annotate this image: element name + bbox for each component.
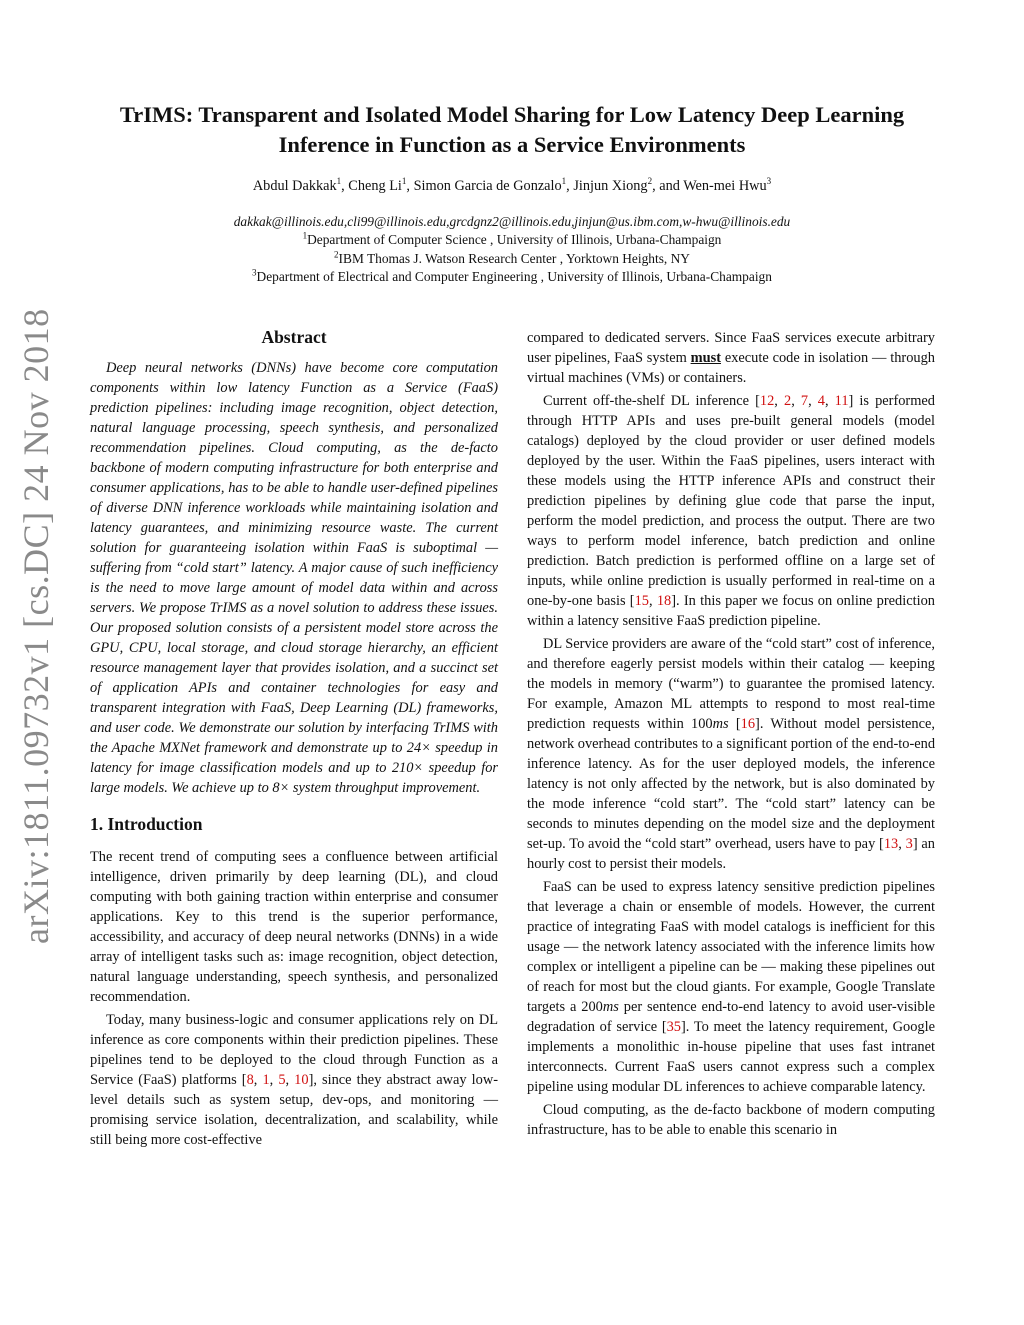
unit-ms: ms: [712, 716, 729, 732]
affiliation: [60, 250, 964, 269]
citation-link[interactable]: 35: [666, 1019, 681, 1035]
citation-link[interactable]: 2: [783, 393, 792, 409]
text-run: Current off-the-shelf DL inference [: [543, 393, 760, 409]
author: Wen-mei Hwu: [683, 178, 767, 194]
author-affiliation-mark: 1: [336, 176, 342, 187]
citation-link[interactable]: 8: [246, 1072, 254, 1088]
author-emails: dakkak@illinois.edu,cli99@illinois.edu,grcdgnz2@illinois.edu,jinjun@us.ibm.com,w-hwu@illinois.edu: [233, 214, 791, 229]
right-paragraph-4: [527, 877, 935, 1097]
text-run: DL Service providers are aware of the “cold start” cost of inference, and therefore eagerly persist models within their catalog — keeping the models in memory (“warm”) to guarantee the promised latency. For example, Amazon ML attempts to respond to most real-time prediction requests within 100: [527, 636, 935, 732]
text-run: execute code in isolation — through virtual machines (VMs) or containers.: [527, 350, 935, 386]
intro-paragraph-2: Today, many business-logic and consumer applications rely on DL inference as core components within their prediction pipelines. These pipelines tend to be deployed to the cloud through Function as a Service (FaaS) platforms [8, 1, 5, 10], since they abstract away low-level details such as system setup, dev-ops, and monitoring — promising service isolation, decentralization, and scalability, while still being more cost-effective: [90, 1012, 499, 1148]
author-affiliation-mark: 1: [561, 176, 567, 187]
text-run: ]. Without model persistence, network overhead contributes to a significant portion of the end-to-end inference latency. As for the user deployed models, the inference latency is not only affected by the network, but is also dominated by the mode inference “cold start”. The “cold start” latency can be seconds to minutes depending on the model size and the deployment set-up. To avoid the “cold start” overhead, users have to pay [: [527, 716, 936, 852]
text-run: ]. In this paper we focus on online prediction within a latency sensitive FaaS prediction pipeline.: [527, 593, 936, 629]
citation-link[interactable]: 13: [883, 836, 899, 852]
citation-link[interactable]: 12: [759, 393, 775, 409]
citation-link[interactable]: 18: [656, 593, 672, 609]
right-paragraph-1: [527, 328, 935, 388]
author: Simon Garcia de Gonzalo: [413, 178, 562, 194]
title-line-2: Inference in Function as a Service Environments: [278, 132, 746, 157]
text-run: ] is performed through HTTP APIs and uses pre-built general models (model catalogs) deployed by the cloud provider or user defined models deployed by the user. Within the FaaS pipelines, users interact with these models using the HTTP inference APIs and construct their prediction pipelines by defining glue code that parse the input, perform the model prediction, and process the output. There are two ways to perform model inference, batch prediction and online prediction. Batch prediction is performed offline on a large set of inputs, while online prediction is usually performed in real-time on a one-by-one basis [: [527, 393, 935, 609]
affiliation-number: 1: [302, 230, 308, 241]
text-run: ], since they abstract away low-level details such as system setup, dev-ops, and monitoring — promising service isolation, decentralization, and scalability, while still being more cost-effective: [90, 1072, 499, 1148]
citation-link[interactable]: 7: [800, 393, 809, 409]
author-separator: ,: [406, 178, 414, 194]
text-run: ]. To meet the latency requirement, Google implements a monolithic in-house pipeline that uses fast intranet interconnects. Current FaaS users cannot express such a complex pipeline using modular DL inferences to achieve comparable latency.: [527, 1019, 935, 1095]
citation-link[interactable]: 5: [278, 1072, 286, 1088]
affiliation-text: IBM Thomas J. Watson Research Center , Yorktown Heights, NY: [338, 250, 690, 266]
author-separator: ,: [566, 178, 574, 194]
right-column: [527, 328, 935, 1140]
right-paragraph-2: Current off-the-shelf DL inference [12, 2, 7, 4, 11] is performed through HTTP APIs and uses pre-built general models (model catalogs) deployed by the cloud provider or user defined models deployed by the user. Within the FaaS pipelines, users interact with these models using the HTTP inference APIs and construct their prediction pipelines by defining glue code that parse the input, perform the model prediction, and process the output. There are two ways to perform model inference, batch prediction and online prediction. Batch prediction is performed offline on a large set of inputs, while online prediction is usually performed in real-time on a one-by-one basis [15, 18]. In this paper we focus on online prediction within a latency sensitive FaaS prediction pipeline.: [527, 393, 936, 629]
citation-link[interactable]: 3: [905, 836, 913, 852]
text-run: Today, many business-logic and consumer applications rely on DL inference as core components within their prediction pipelines. These pipelines tend to be deployed to the cloud through Function as a Service (FaaS) platforms [: [90, 1012, 498, 1088]
emphasis-must: must: [690, 350, 721, 366]
affiliation-text: Department of Computer Science , University of Illinois, Urbana-Champaign: [307, 232, 722, 247]
author: Abdul Dakkak: [252, 178, 337, 194]
author-affiliation-mark: 3: [766, 176, 772, 187]
author: Cheng Li: [348, 178, 402, 194]
unit-ms: ms: [602, 999, 619, 1015]
abstract-text: Deep neural networks (DNNs) have become core computation components within low latency Function as a Service (FaaS) prediction pipelines: including image recognition, object detection, natural language processing, speech synthesis, and personalized recommendation pipelines. Cloud computing, as the de-facto backbone of modern computing infrastructure for both enterprise and consumer applications, has to be able to handle user-defined pipelines of diverse DNN inference workloads while maintaining isolation and latency guarantees, and minimizing resource waste. The current solution for guaranteeing isolation within FaaS is suboptimal — suffering from “cold start” latency. A major cause of such inefficiency is the need to move large amount of model data within and across servers. We propose TrIMS as a novel solution to address these issues. Our proposed solution consists of a persistent model store across the GPU, CPU, local storage, and cloud storage hierarchy, an efficient resource management layer that provides isolation, and a succinct set of application APIs and container technologies for easy and transparent integration with FaaS, Deep Learning (DL) frameworks, and user code. We demonstrate our solution by interfacing TrIMS with the Apache MXNet framework and demonstrate up to 24× speedup in latency for image classification models and up to 210× speedup for large models. We achieve up to 8× system throughput improvement.: [90, 360, 498, 796]
citation-link[interactable]: 10: [294, 1072, 309, 1088]
paper-title: [60, 100, 964, 160]
citation-link[interactable]: 15: [634, 593, 649, 609]
left-column: [90, 326, 498, 1150]
introduction-heading: 1. Introduction: [90, 814, 203, 834]
text-run: FaaS can be used to express latency sensitive prediction pipelines that leverage a chain or ensemble of models. However, the current practice of integrating FaaS with model catalogs is inefficient for this usage — the network latency associated with the inference limits how complex or intelligent a pipeline can be — making these pipelines out of reach for most but the cloud giants. For example, Google Translate targets a 200: [527, 879, 935, 1015]
affiliation: [60, 268, 964, 287]
citation-link[interactable]: 4: [817, 393, 825, 409]
affiliation-number: 3: [252, 267, 257, 278]
right-paragraph-5: Cloud computing, as the de-facto backbone of modern computing infrastructure, has to be able to enable this scenario in: [527, 1102, 935, 1138]
right-paragraph-3: DL Service providers are aware of the “cold start” cost of inference, and therefore eagerly persist models within their catalog — keeping the models in memory (“warm”) to guarantee the promised latency. For example, Amazon ML attempts to respond to most real-time prediction requests within 100ms [16]. Without model persistence, network overhead contributes to a significant portion of the end-to-end inference latency. As for the user deployed models, the inference latency is not only affected by the network, but is also dominated by the mode inference “cold start”. The “cold start” latency can be seconds to minutes depending on the model size and the deployment set-up. To avoid the “cold start” overhead, users have to pay [13, 3] an hourly cost to persist their models.: [527, 636, 936, 872]
title-line-1: TrIMS: Transparent and Isolated Model Sharing for Low Latency Deep Learning: [119, 102, 905, 127]
text-run: per sentence end-to-end latency to avoid user-visible degradation of service [: [527, 999, 935, 1035]
affiliation: [60, 231, 964, 250]
intro-paragraph-1: The recent trend of computing sees a confluence between artificial intelligence, driven primarily by deep learning (DL), and cloud computing with both gaining traction within enterprise and consumer applications. Key to this trend is the superior performance, accessibility, and accuracy of deep neural networks (DNNs) in a wide array of intelligent tasks such as: image recognition, object detection, natural language understanding, speech synthesis, and personalized recommendation.: [90, 849, 498, 1005]
affiliation-text: Department of Electrical and Computer Engineering , University of Illinois, Urbana-Champaign: [256, 269, 772, 285]
author-separator: ,: [341, 178, 349, 194]
affiliation-number: 2: [334, 249, 339, 260]
citation-link[interactable]: 11: [834, 393, 849, 409]
citation-link[interactable]: 1: [262, 1072, 270, 1088]
abstract-heading: Abstract: [261, 327, 327, 347]
arxiv-identifier: arXiv:1811.09732v1 [cs.DC] 24 Nov 2018: [16, 308, 56, 944]
text-run: [: [728, 716, 741, 732]
text-run: compared to dedicated servers. Since FaaS services execute arbitrary user pipelines, FaaS system: [527, 330, 935, 366]
author: Jinjun Xiong: [573, 178, 648, 194]
author-affiliation-mark: 1: [401, 176, 407, 187]
affiliations: [60, 231, 964, 287]
author-separator: , and: [652, 178, 684, 194]
author-list: [60, 176, 964, 196]
text-run: ] an hourly cost to persist their models.: [527, 836, 935, 872]
author-affiliation-mark: 2: [647, 176, 653, 187]
citation-link[interactable]: 16: [740, 716, 756, 732]
